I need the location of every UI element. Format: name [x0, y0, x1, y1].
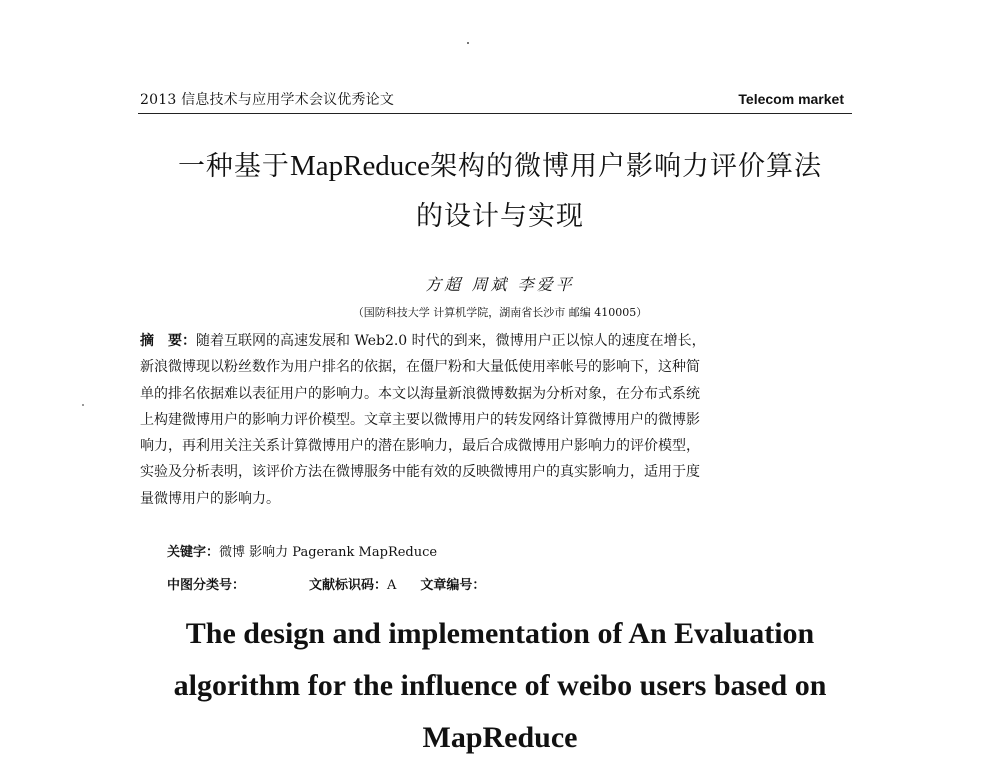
classification-line [167, 574, 485, 593]
keywords-value: 微博 影响力 Pagerank MapReduce [219, 545, 438, 560]
abstract-line: 上构建微博用户的影响力评价模型。文章主要以微博用户的转发网络计算微博用户的微博影 [140, 411, 700, 428]
abstract-label: 摘 要： [140, 333, 196, 349]
keywords [167, 541, 437, 560]
english-title-line-3: MapReduce [422, 721, 578, 754]
affiliation: （国防科技大学 计算机学院，湖南省长沙市 邮编 410005） [352, 306, 648, 319]
english-title-line-2: algorithm for the influence of weibo users based on [173, 669, 827, 702]
running-head-journal: Telecom market [738, 91, 844, 107]
english-title-line-1: The design and implementation of An Evaluation [185, 617, 815, 650]
abstract-text: 随着互联网的高速发展和 Web2.0 时代的到来，微博用户正以惊人的速度在增长， [196, 333, 706, 349]
chinese-title-suffix: 架构的微博用户影响力评价算法 [430, 151, 823, 182]
abstract-line: 量微博用户的影响力。 [140, 490, 280, 507]
keywords-label: 关键字： [167, 545, 220, 560]
chinese-title-latin: MapReduce [289, 150, 431, 182]
doc-code-value: A [387, 578, 397, 593]
chinese-title-line-1 [110, 141, 890, 192]
article-number-label: 文章编号： [420, 578, 486, 593]
abstract-line: 实验及分析表明，该评价方法在微博服务中能有效的反映微博用户的真实影响力，适用于度 [140, 464, 700, 481]
clc-label: 中图分类号： [167, 578, 246, 593]
doc-code-label: 文献标识码： [309, 578, 388, 593]
scan-speck [82, 404, 84, 406]
abstract-line: 响力，再利用关注关系计算微博用户的潜在影响力，最后合成微博用户影响力的评价模型， [140, 438, 700, 455]
header-rule [138, 113, 852, 114]
chinese-title [110, 141, 890, 242]
english-title [0, 608, 1000, 764]
running-head [140, 89, 852, 111]
chinese-title-prefix: 一种基于 [177, 151, 290, 182]
running-head-conference: 2013 信息技术与应用学术会议优秀论文 [140, 92, 395, 108]
abstract-line [140, 328, 852, 354]
chinese-title-line-2: 的设计与实现 [416, 201, 584, 232]
abstract-line: 单的排名依据难以表征用户的影响力。本文以海量新浪微博数据为分析对象，在分布式系统 [140, 385, 700, 402]
scan-speck [467, 42, 469, 44]
authors: 方超 周斌 李爱平 [425, 275, 575, 294]
abstract-line: 新浪微博现以粉丝数作为用户排名的依据，在僵尸粉和大量低使用率帐号的影响下，这种简 [140, 359, 700, 376]
abstract [140, 328, 852, 512]
